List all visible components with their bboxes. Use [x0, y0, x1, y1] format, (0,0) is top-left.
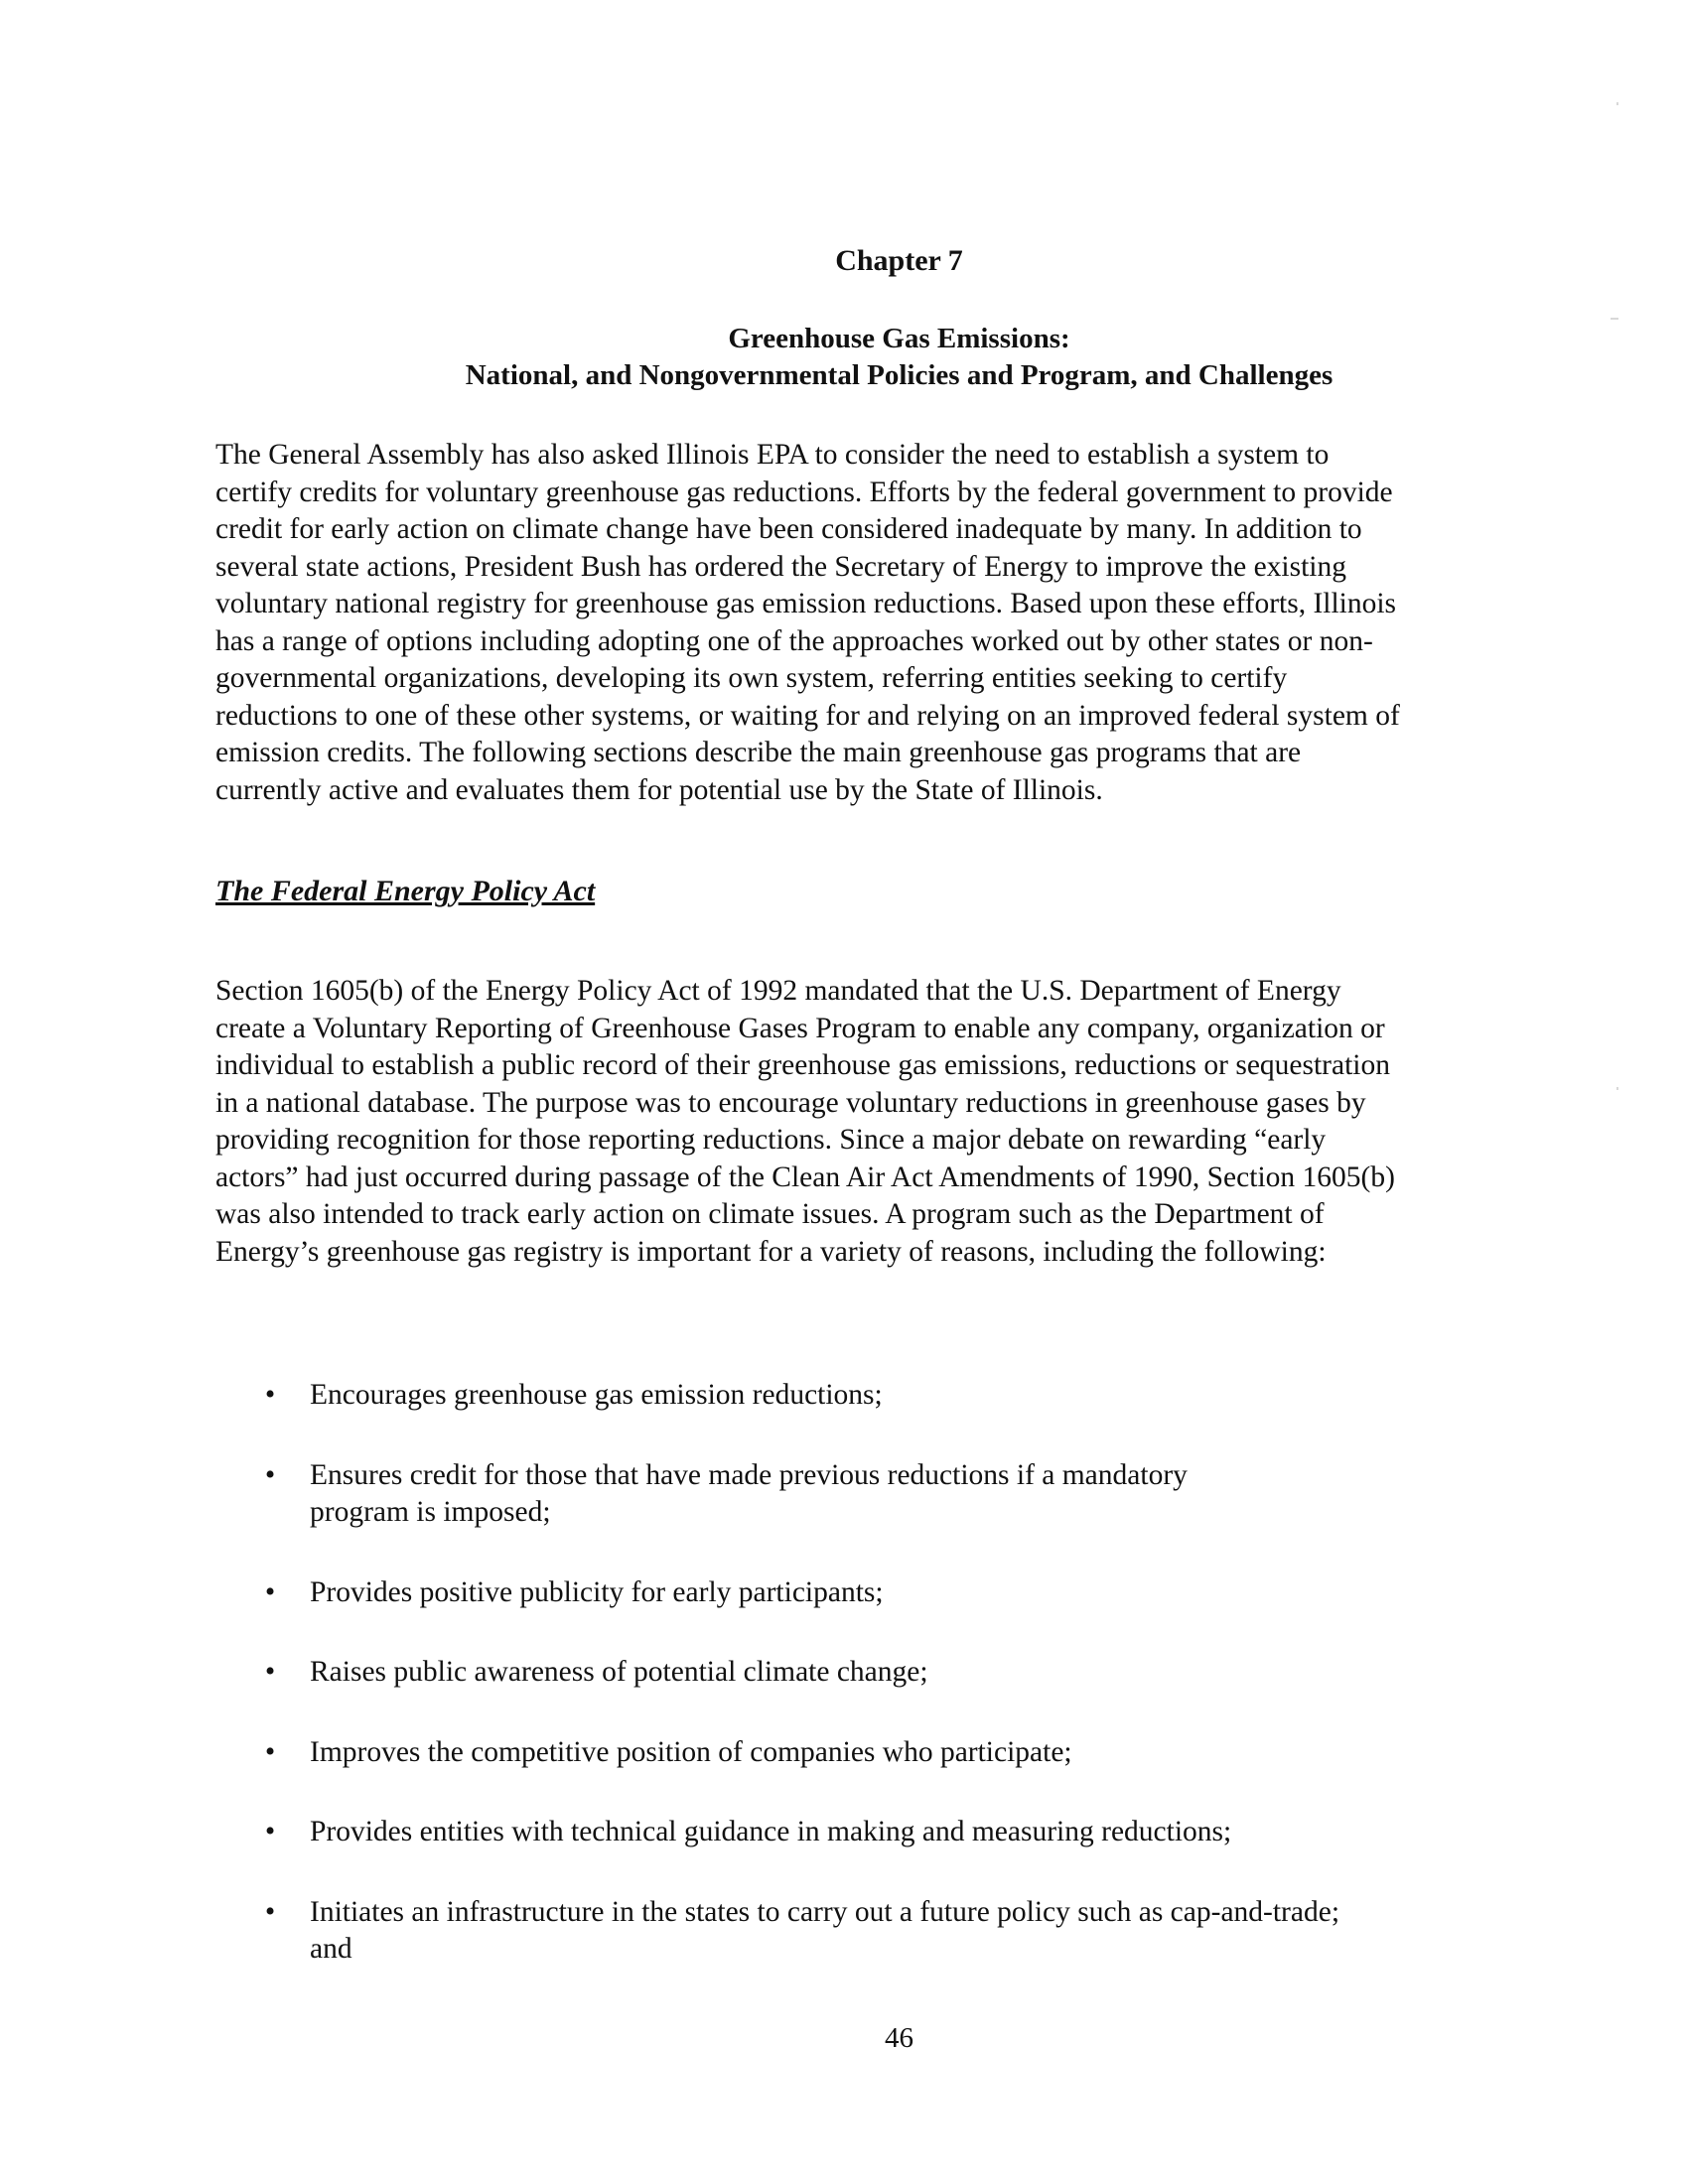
list-item: [260, 1734, 1402, 1772]
list-item-text: Initiates an infrastructure in the states to carry out a future policy such as cap-and-trade; and: [310, 1895, 1340, 1965]
scan-artifact: [1616, 102, 1618, 105]
scan-artifact: [1616, 1087, 1618, 1090]
benefits-list: [260, 1377, 1402, 2011]
list-item-text: Provides positive publicity for early participants;: [310, 1575, 884, 1608]
list-item-text: Encourages greenhouse gas emission reductions;: [310, 1379, 883, 1411]
chapter-title-line-1: Greenhouse Gas Emissions:: [728, 323, 1070, 354]
chapter-title-line-2: National, and Nongovernmental Policies and Program, and Challenges: [465, 359, 1333, 391]
section-heading: The Federal Energy Policy Act: [215, 875, 596, 907]
section-paragraph: Section 1605(b) of the Energy Policy Act of 1992 mandated that the U.S. Department of Energy create a Voluntary Reporting of Greenhouse Gases Program to enable any company, organization or individual to establish a public record of their greenhouse gas emissions, reductions or sequestration in a national database. The purpose was to encourage voluntary reductions in greenhouse gases by providing recognition for those reporting reductions. Since a major debate on rewarding “early actors” had just occurred during passage of the Clean Air Act Amendments of 1990, Section 1605(b) was also intended to track early action on climate issues. A program such as the Department of Energy’s greenhouse gas registry is important for a variety of reasons, including the following:: [215, 975, 1395, 1268]
page-number: 46: [885, 2022, 913, 2054]
list-item-text: Ensures credit for those that have made previous reductions if a mandatory program is imposed;: [310, 1458, 1188, 1528]
list-item-text: Improves the competitive position of companies who participate;: [310, 1735, 1072, 1768]
intro-paragraph: The General Assembly has also asked Illinois EPA to consider the need to establish a system to certify credits for voluntary greenhouse gas reductions. Efforts by the federal government to provide credit for early action on climate change have been considered inadequate by many. In addition to several state actions, President Bush has ordered the Secretary of Energy to improve the existing voluntary national registry for greenhouse gas emission reductions. Based upon these efforts, Illinois has a range of options including adopting one of the approaches worked out by other states or non-governmental organizations, developing its own system, referring entities seeking to certify reductions to one of these other systems, or waiting for and relying on an improved federal system of emission credits. The following sections describe the main greenhouse gas programs that are currently active and evaluates them for potential use by the State of Illinois.: [215, 439, 1400, 806]
list-item: [260, 1814, 1402, 1851]
bullet-icon: •: [264, 1458, 276, 1491]
list-item: [260, 1654, 1402, 1692]
chapter-number: Chapter 7: [835, 244, 963, 277]
list-item: [260, 1377, 1402, 1415]
list-item-text: Raises public awareness of potential climate change;: [310, 1656, 928, 1688]
chapter-title: [0, 321, 1684, 394]
bullet-icon: •: [264, 1379, 276, 1411]
bullet-icon: •: [264, 1895, 276, 1928]
bullet-icon: •: [264, 1656, 276, 1688]
list-item: [260, 1894, 1382, 1969]
bullet-icon: •: [264, 1735, 276, 1768]
bullet-icon: •: [264, 1816, 276, 1847]
list-item-text: Provides entities with technical guidance in making and measuring reductions;: [310, 1816, 1232, 1847]
scan-artifact: [1611, 318, 1618, 320]
list-item: [260, 1457, 1223, 1532]
bullet-icon: •: [264, 1575, 276, 1608]
list-item: [260, 1574, 1402, 1612]
